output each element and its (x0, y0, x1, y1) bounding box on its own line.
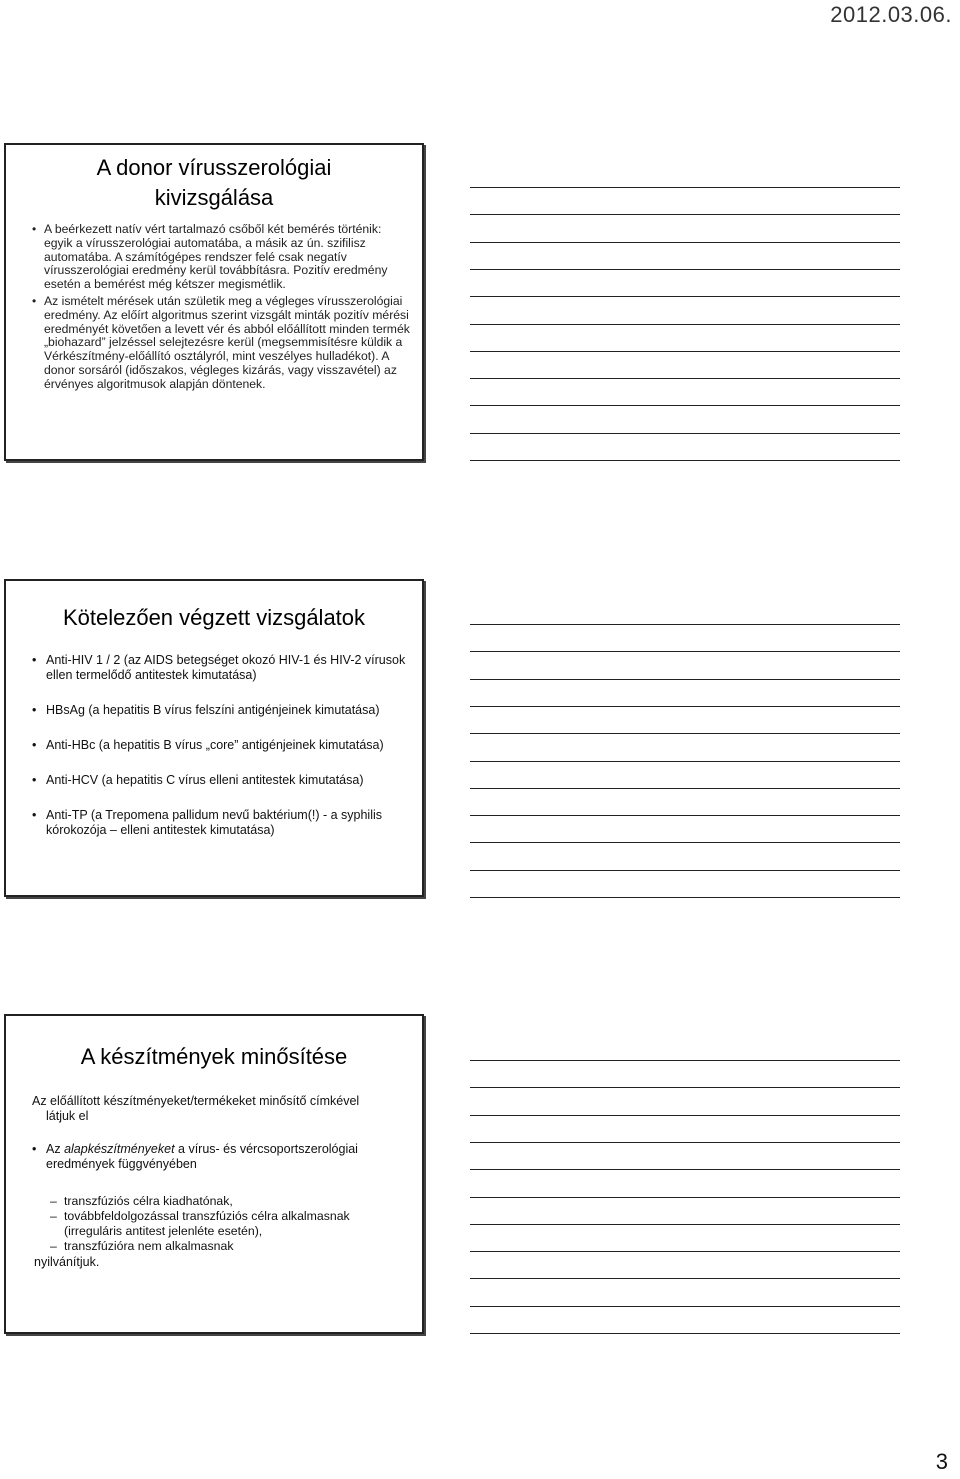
bullet-prefix: Az (46, 1142, 65, 1156)
title-line-2: kivizsgálása (154, 185, 274, 210)
dash-item (6, 1239, 422, 1254)
bullet-text: A beérkezett natív vért tartalmazó csőből két bemérés történik: egyik a vírusszerológiai automatába, a másik az ún. szifilisz automatába. A számítógépes rendszer felé csak negatív vírusszerológiai eredmény kerül továbbításra. Pozitív eredmény esetén a bemérést még kétszer megismétlik. (44, 222, 388, 292)
note-line (470, 324, 900, 325)
print-date: 2012.03.06. (830, 2, 952, 27)
intro-paragraph (6, 1094, 422, 1124)
slide-mandatory-tests (4, 579, 424, 897)
note-line (470, 378, 900, 379)
bullet-text: HBsAg (a hepatitis B vírus felszíni antigénjeinek kimutatása) (46, 703, 380, 717)
note-line (470, 815, 900, 816)
bullet-text: Anti-TP (a Trepomena pallidum nevű baktérium(!) - a syphilis kórokozója – elleni antitestek kimutatása) (46, 808, 383, 837)
dash-icon: – (50, 1194, 57, 1208)
note-line (470, 214, 900, 215)
bullet-icon: • (32, 773, 37, 787)
bullet-icon: • (32, 808, 37, 822)
note-line (470, 1306, 900, 1307)
dash-item (6, 1194, 422, 1209)
note-line (470, 1115, 900, 1116)
dash-item-text: transzfúzióra nem alkalmasnak (64, 1239, 234, 1253)
slide-donor-serology (4, 143, 424, 461)
dash-icon: – (50, 1239, 57, 1253)
list-item (6, 295, 422, 392)
bullet-rest: a vírus- és vércsoportszerológiai eredmények függvényében (46, 1142, 358, 1171)
closing-text: nyilvánítjuk. (34, 1255, 100, 1269)
note-line (470, 706, 900, 707)
dash-item (6, 1209, 422, 1239)
note-line (470, 870, 900, 871)
list-item (6, 738, 422, 753)
note-line (470, 1251, 900, 1252)
bullet-icon: • (32, 738, 37, 752)
note-line (470, 269, 900, 270)
bullet-icon: • (32, 1142, 37, 1156)
bullet-emphasis: alapkészítményeket (64, 1142, 175, 1156)
note-line (470, 1278, 900, 1279)
intro-line-1: Az előállított készítményeket/termékeket minősítő címkével (32, 1094, 360, 1108)
bullet-list (6, 223, 422, 392)
dash-item-text: továbbfeldolgozással transzfúziós célra alkalmasnak (irreguláris antitest jelenléte esetén), (64, 1209, 350, 1238)
bullet-icon: • (32, 703, 37, 717)
note-line (470, 679, 900, 680)
list-item (6, 703, 422, 718)
title-line-1: A donor vírusszerológiai (96, 155, 332, 180)
note-line (470, 733, 900, 734)
note-line (470, 624, 900, 625)
note-line (470, 651, 900, 652)
bullet-text: Anti-HBc (a hepatitis B vírus „core” antigénjeinek kimutatása) (46, 738, 384, 752)
note-line (470, 296, 900, 297)
note-line (470, 842, 900, 843)
bullet-text: Anti-HCV (a hepatitis C vírus elleni antitestek kimutatása) (46, 773, 364, 787)
note-line (470, 242, 900, 243)
note-line (470, 1169, 900, 1170)
note-line (470, 1060, 900, 1061)
bullet-list (6, 653, 422, 838)
note-line (470, 351, 900, 352)
note-line (470, 1224, 900, 1225)
bullet-text: Az ismételt mérések után születik meg a végleges vírusszerológiai eredmény. Az előírt algoritmus szerint vizsgált minták pozitív mérési eredményét követően a levett vér és abból előállított minden termék „biohazard” jelzéssel selejtezésre kerül (megsemmisítésre küldik a Vérkészítmény-előállító osztályról, mint veszélyes hulladékot). A donor sorsáról (időszakos, végleges kizárás, vagy visszavétel) az érvényes algoritmusok alapján döntenek. (44, 293, 410, 391)
bullet-text: Anti-HIV 1 / 2 (az AIDS betegséget okozó HIV-1 és HIV-2 vírusok ellen termelődő antitestek kimutatása) (46, 653, 406, 682)
note-line (470, 1142, 900, 1143)
slide-product-qualification (4, 1014, 424, 1334)
list-item (6, 1142, 422, 1172)
list-item (6, 808, 422, 838)
page-number: 3 (935, 1449, 948, 1474)
dash-list (6, 1194, 422, 1254)
list-item (6, 773, 422, 788)
note-line (470, 460, 900, 461)
note-line (470, 1197, 900, 1198)
note-line (470, 1087, 900, 1088)
note-line (470, 1333, 900, 1334)
note-line (470, 897, 900, 898)
list-item (6, 653, 422, 683)
intro-line-2: látjuk el (46, 1109, 89, 1123)
dash-item-text: transzfúziós célra kiadhatónak, (64, 1194, 233, 1208)
list-item (6, 223, 422, 292)
bullet-icon: • (32, 653, 37, 667)
dash-icon: – (50, 1209, 57, 1223)
note-line (470, 788, 900, 789)
bullet-icon: • (32, 293, 37, 308)
note-line (470, 761, 900, 762)
slide-title: A készítmények minősítése (80, 1044, 348, 1069)
note-line (470, 187, 900, 188)
slide-title (6, 145, 422, 213)
bullet-icon: • (32, 222, 37, 236)
note-line (470, 405, 900, 406)
note-line (470, 433, 900, 434)
slide-title: Kötelezően végzett vizsgálatok (62, 605, 366, 630)
